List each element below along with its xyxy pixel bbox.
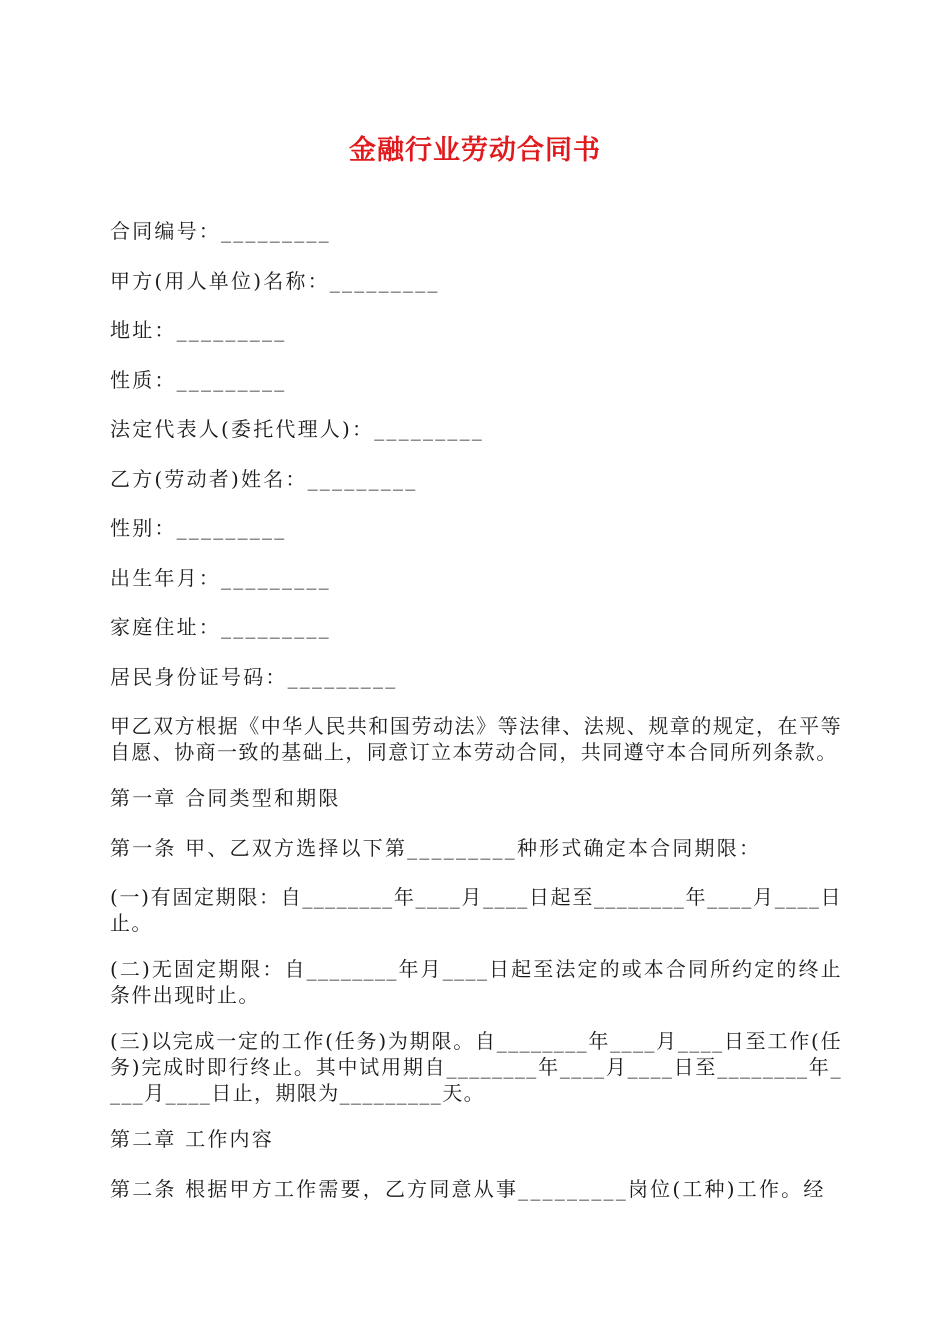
field-legal-representative: 法定代表人(委托代理人)：_________ xyxy=(110,417,485,441)
field-contract-number: 合同编号：_________ xyxy=(110,219,331,243)
field-home-address: 家庭住址：_________ xyxy=(110,615,331,639)
intro-paragraph: 甲乙双方根据《中华人民共和国劳动法》等法律、法规、规章的规定，在平等自愿、协商一致的基础上，同意订立本劳动合同，共同遵守本合同所列条款。 xyxy=(110,714,842,764)
article-2: 第二条 根据甲方工作需要，乙方同意从事_________岗位(工种)工作。经 xyxy=(110,1176,826,1201)
chapter-1-heading: 第一章 合同类型和期限 xyxy=(110,786,341,810)
field-gender: 性别：_________ xyxy=(110,516,287,540)
field-address: 地址：_________ xyxy=(110,318,287,342)
chapter-2-heading: 第二章 工作内容 xyxy=(110,1127,274,1151)
option-3: (三)以完成一定的工作(任务)为期限。自________年____月____日至工作(任务)完成时即行终止。其中试用期自________年____月____日至________年____月____日止，期限为_________天。 xyxy=(110,1029,842,1105)
field-id-number: 居民身份证号码：_________ xyxy=(110,664,398,689)
option-1: (一)有固定期限：自________年____月____日起至________年____月____日止。 xyxy=(110,885,842,935)
option-2: (二)无固定期限：自________年月____日起至法定的或本合同所约定的终止条件出现时止。 xyxy=(110,957,842,1007)
field-employer-name: 甲方(用人单位)名称：_________ xyxy=(110,268,440,293)
document-title: 金融行业劳动合同书 xyxy=(349,135,601,166)
field-employee-name: 乙方(劳动者)姓名：_________ xyxy=(110,466,418,491)
field-nature: 性质：_________ xyxy=(110,367,287,392)
document-body xyxy=(110,218,842,1225)
article-1: 第一条 甲、乙双方选择以下第_________种形式确定本合同期限： xyxy=(110,835,762,860)
field-birth-date: 出生年月：_________ xyxy=(110,565,331,590)
